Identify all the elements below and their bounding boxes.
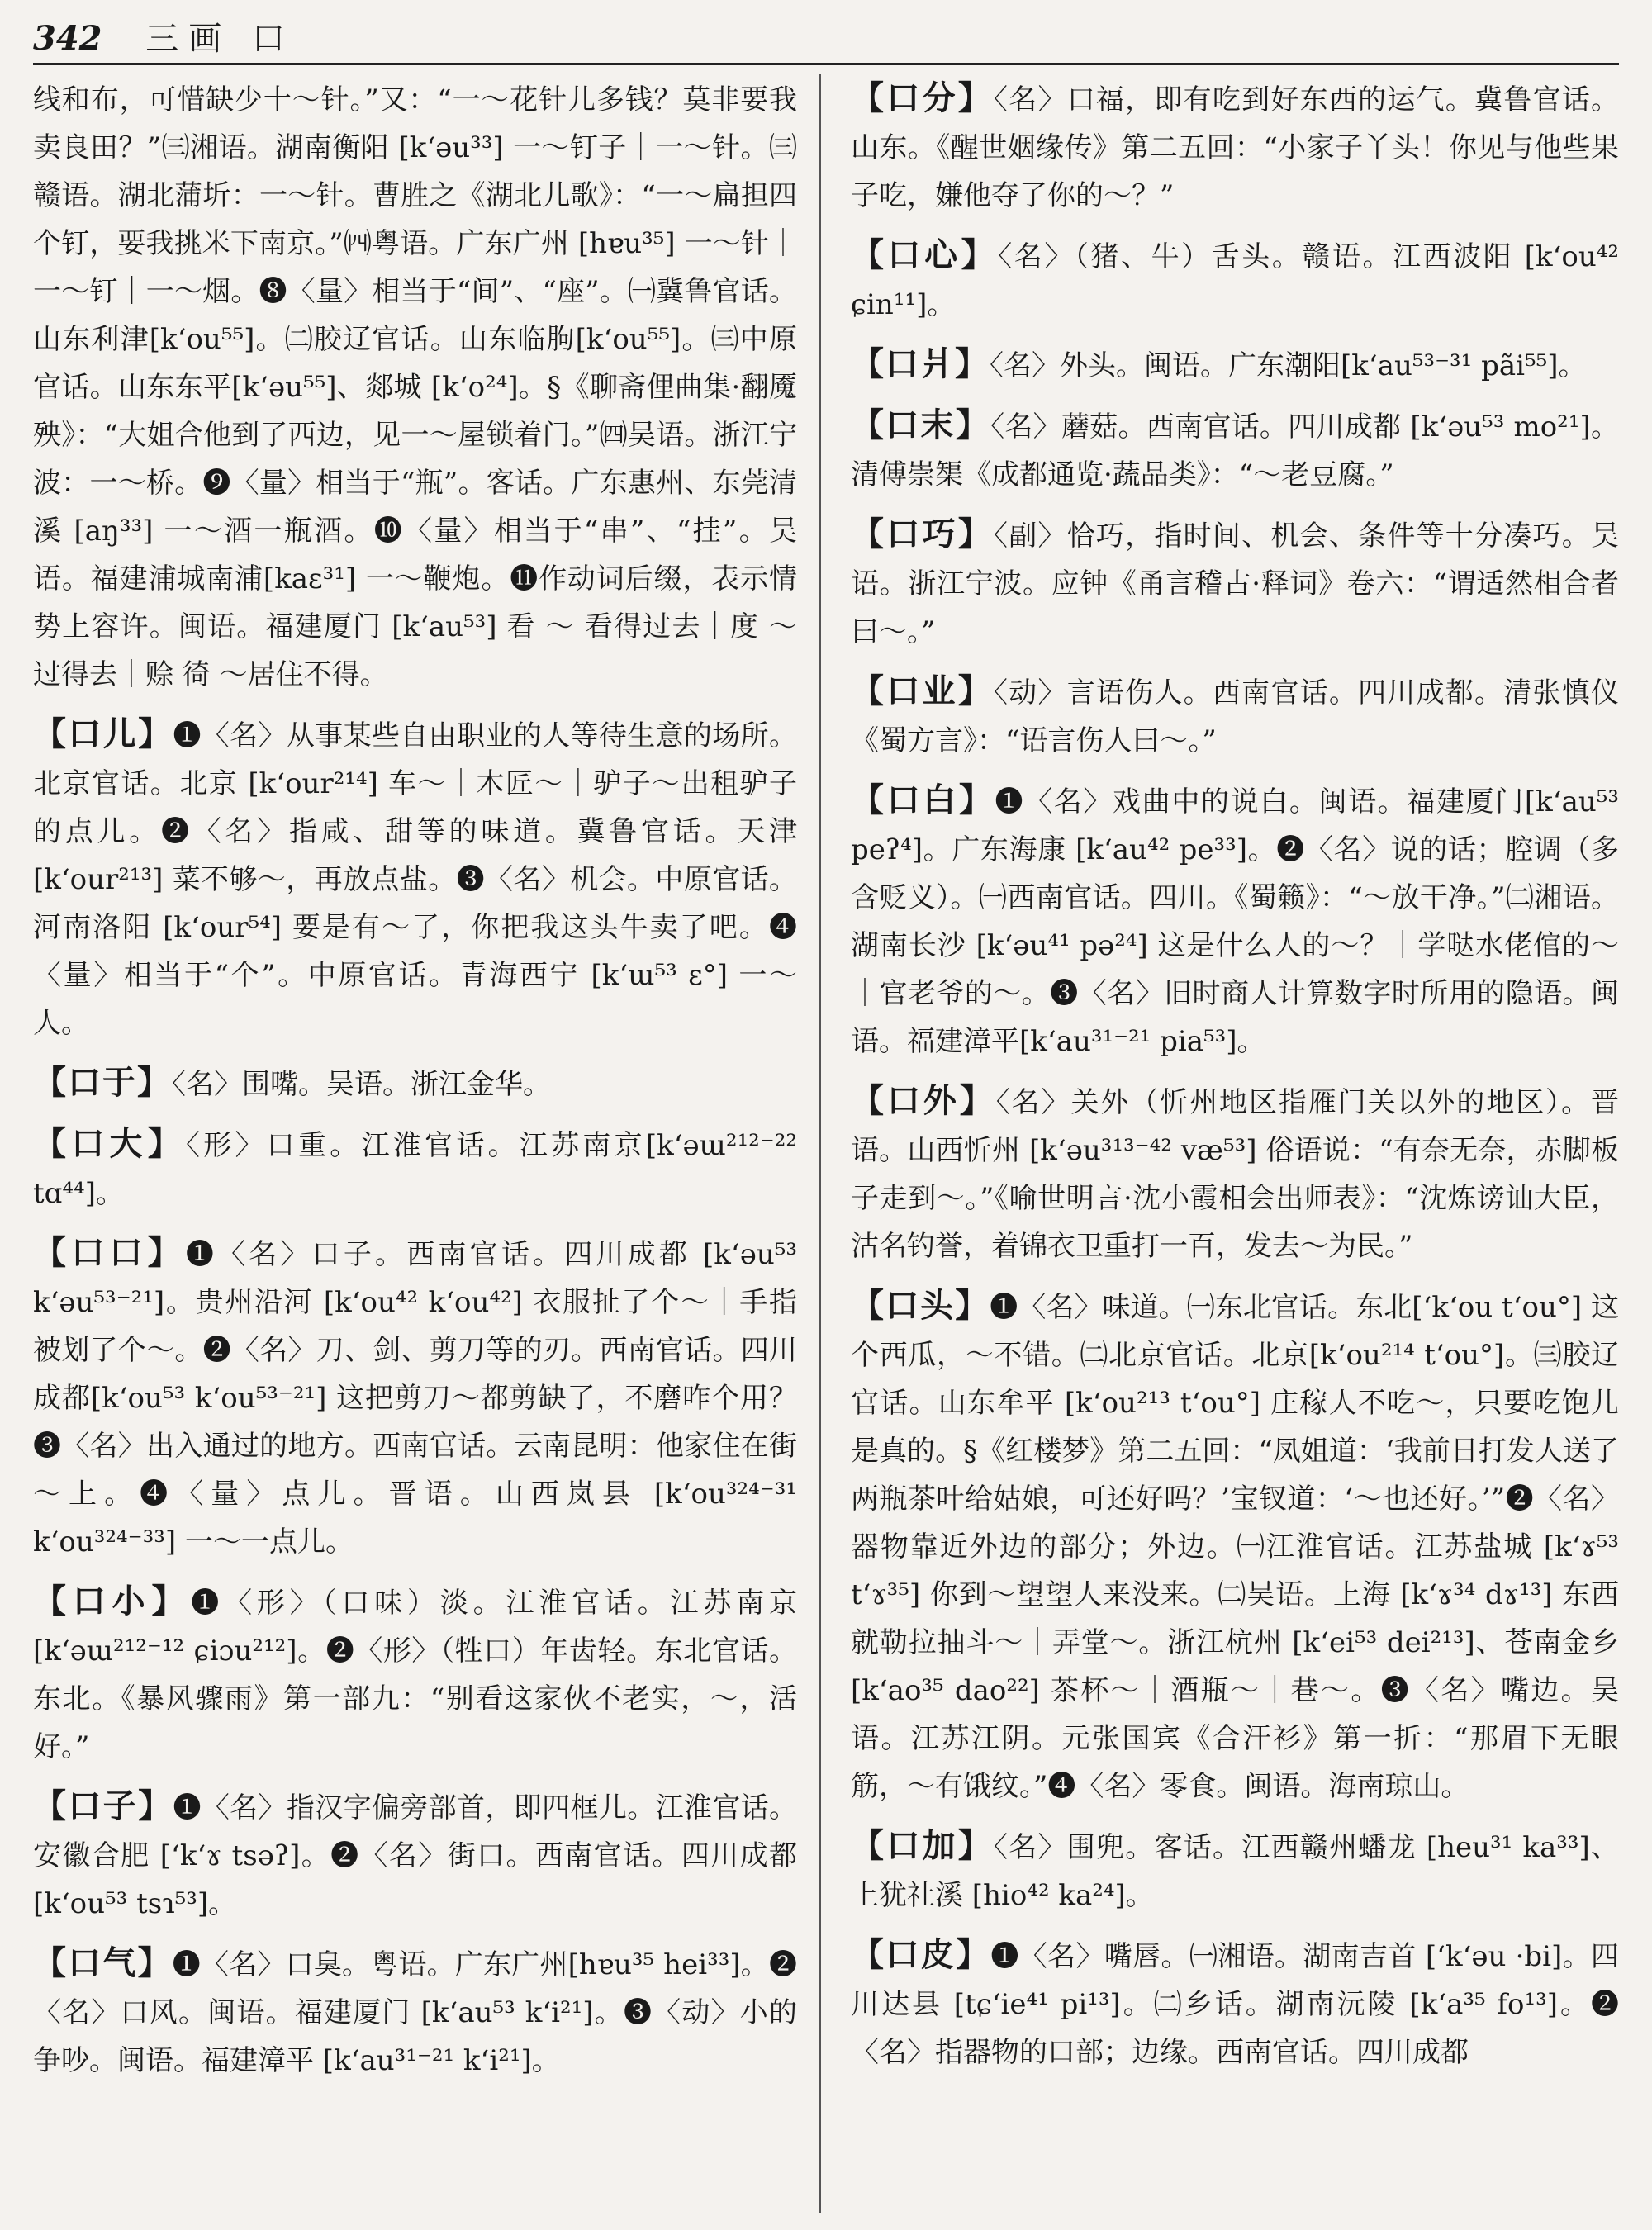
entry-headword: 【口头】 bbox=[851, 1286, 990, 1325]
dictionary-entry bbox=[33, 1229, 797, 1566]
entry-text: ❶〈形〉（口味）淡。江淮官话。江苏南京 [kʻəɯ²¹²⁻¹² ɕiɔu²¹²]。❷〈形〉（牲口）年齿轻。东北官话。东北。《暴风骤雨》第一部九：“别看这家伙不老实，～，活好。” bbox=[33, 1587, 798, 1763]
entry-text: 〈动〉言语伤人。西南官话。四川成都。清张慎仪《蜀方言》：“语言伤人曰～。” bbox=[851, 676, 1620, 757]
dictionary-entry bbox=[851, 1822, 1619, 1919]
page-header bbox=[33, 15, 1619, 65]
page-number: 342 bbox=[33, 19, 102, 58]
dictionary-entry bbox=[33, 1120, 797, 1217]
entry-text: 线和布，可惜缺少十～针。”又：“一～花针儿多钱？莫非要我卖良田？”㈢湘语。湖南衡阳 [kʻəu³³] 一～钉子｜一～针。㈢赣语。湖北蒲圻：一～针。曹胜之《湖北儿歌》：“一～扁担四个钉，要我挑米下南京。”㈣粤语。广东广州 [hɐu³⁵] 一～针｜一～钉｜一～烟。❽〈量〉相当于“间”、“座”。㈠冀鲁官话。山东利津[kʻou⁵⁵]。㈡胶辽官话。山东临朐[kʻou⁵⁵]。㈢中原官话。山东东平[kʻəu⁵⁵]、郯城 [kʻo²⁴]。§《聊斋俚曲集·翻魇殃》：“大姐合他到了西边，见一～屋锁着门。”㈣吴语。浙江宁波：一～桥。❾〈量〉相当于“瓶”。客话。广东惠州、东莞清溪 [aŋ³³] 一～酒一瓶酒。❿〈量〉相当于“串”、“挂”。吴语。福建浦城南浦[kaɛ³¹] 一～鞭炮。⓫作动词后缀，表示情势上容许。闽语。福建厦门 [kʻau⁵³] 看 ～ 看得过去｜度 ～过得去｜赊 徛 ～居住不得。 bbox=[33, 83, 797, 691]
entry-text: 〈形〉口重。江淮官话。江苏南京[kʻəɯ²¹²⁻²² tɑ⁴⁴]。 bbox=[33, 1129, 797, 1210]
dictionary-entry bbox=[851, 1282, 1619, 1810]
entry-text: ❶〈名〉口子。西南官话。四川成都 [kʻəu⁵³ kʻəu⁵³⁻²¹]。贵州沿河 [kʻou⁴² kʻou⁴²] 衣服扯了个～｜手指被划了个～。❷〈名〉刀、剑、剪刀等的刃。西南官话。四川成都[kʻou⁵³ kʻou⁵³⁻²¹] 这把剪刀～都剪缺了，不磨咋个用？❸〈名〉出入通过的地方。西南官话。云南昆明：他家住在街～上。❹〈量〉点儿。晋语。山西岚县 [kʻou³²⁴⁻³¹ kʻou³²⁴⁻³³] 一～一点儿。 bbox=[33, 1238, 797, 1559]
entry-headword: 【口业】 bbox=[851, 671, 994, 710]
entry-headword: 【口白】 bbox=[851, 780, 995, 819]
dictionary-entry bbox=[33, 74, 797, 699]
entry-headword: 【口末】 bbox=[851, 406, 991, 444]
entry-text: ❶〈名〉嘴唇。㈠湘语。湖南吉首 [ʻkʻəu ·bi]。四川达县 [tɕʻie⁴¹ pi¹³]。㈡乡话。湖南沅陵 [kʻa³⁵ fo¹³]。❷〈名〉指器物的口部；边缘。西南官话。四川成都 bbox=[851, 1940, 1619, 2069]
entry-headword: 【口巧】 bbox=[851, 515, 994, 553]
entry-text: 〈名〉（猪、牛）舌头。赣语。江西波阳 [kʻou⁴² ɕin¹¹]。 bbox=[851, 240, 1620, 321]
dictionary-entry bbox=[851, 510, 1619, 656]
right-column bbox=[851, 74, 1619, 2088]
entry-text: 〈名〉外头。闽语。广东潮阳[kʻau⁵³⁻³¹ pãi⁵⁵]。 bbox=[990, 349, 1587, 382]
entry-text: ❶〈名〉指汉字偏旁部首，即四框儿。江淮官话。安徽合肥 [ʻkʻɤ tsəʔ]。❷〈名〉街口。西南官话。四川成都[kʻou⁵³ tsɿ⁵³]。 bbox=[33, 1791, 798, 1920]
dictionary-entry bbox=[33, 1939, 797, 2085]
dictionary-entry bbox=[851, 776, 1619, 1065]
dictionary-entry bbox=[851, 1077, 1619, 1270]
entry-text: 〈名〉关外（忻州地区指雁门关以外的地区）。晋语。山西忻州 [kʻəu³¹³⁻⁴² væ⁵³] 俗语说：“有奈无奈，赤脚板子走到～。”《喻世明言·沈小霞相会出师表》：“沈炼谤讪大臣，沽名钓誉，着锦衣卫重打一百，发去～为民。” bbox=[851, 1086, 1620, 1263]
dictionary-entry bbox=[33, 1578, 797, 1771]
entry-text: 〈名〉口福，即有吃到好东西的运气。冀鲁官话。山东。《醒世姻缘传》第二五回：“小家子丫头！你见与他些果子吃，嫌他夺了你的～？” bbox=[851, 83, 1620, 212]
entry-text: 〈副〉恰巧，指时间、机会、条件等十分凑巧。吴语。浙江宁波。应钟《甬言稽古·释词》卷六：“谓适然相合者曰～。” bbox=[851, 520, 1620, 648]
dictionary-entry bbox=[851, 1931, 1619, 2076]
entry-headword: 【口气】 bbox=[33, 1943, 173, 1982]
dictionary-entry bbox=[33, 1782, 797, 1928]
entry-headword: 【口小】 bbox=[33, 1582, 192, 1620]
dictionary-entry bbox=[851, 231, 1619, 329]
section-title: 三画 口 bbox=[145, 20, 295, 58]
entry-headword: 【口大】 bbox=[33, 1124, 187, 1163]
entry-text: 〈名〉围嘴。吴语。浙江金华。 bbox=[172, 1068, 551, 1101]
entry-headword: 【口口】 bbox=[33, 1233, 186, 1272]
dictionary-entry bbox=[851, 401, 1619, 499]
entry-headword: 【口儿】 bbox=[33, 714, 173, 753]
entry-text: 〈名〉围兜。客话。江西赣州蟠龙 [heu³¹ ka³³]、上犹社溪 [hio⁴² ka²⁴]。 bbox=[851, 1831, 1620, 1912]
column-divider bbox=[819, 74, 821, 2213]
dictionary-entry bbox=[33, 1059, 797, 1108]
entry-headword: 【口子】 bbox=[33, 1786, 173, 1825]
left-column bbox=[33, 74, 797, 2096]
entry-headword: 【口分】 bbox=[851, 78, 994, 117]
entry-text: ❶〈名〉从事某些自由职业的人等待生意的场所。北京官话。北京 [kʻour²¹⁴] 车～｜木匠～｜驴子～出租驴子的点儿。❷〈名〉指咸、甜等的味道。冀鲁官话。天津 [kʻour²¹³] 菜不够～，再放点盐。❸〈名〉机会。中原官话。河南洛阳 [kʻour⁵⁴] 要是有～了，你把我这头牛卖了吧。❹〈量〉相当于“个”。中原官话。青海西宁 [kʻɯ⁵³ ɛ°] 一～人。 bbox=[33, 719, 798, 1040]
entry-headword: 【口心】 bbox=[851, 235, 999, 274]
entry-text: 〈名〉蘑菇。西南官话。四川成都 [kʻəu⁵³ mo²¹]。清傅崇榘《成都通览·蔬品类》：“～老豆腐。” bbox=[851, 410, 1619, 491]
entry-headword: 【口外】 bbox=[851, 1081, 996, 1120]
entry-headword: 【口加】 bbox=[851, 1826, 995, 1865]
entry-headword: 【口皮】 bbox=[851, 1935, 991, 1974]
dictionary-entry bbox=[33, 710, 797, 1047]
entry-text: ❶〈名〉味道。㈠东北官话。东北[ʻkʻou tʻou°] 这个西瓜，～不错。㈡北京官话。北京[kʻou²¹⁴ tʻou°]。㈢胶辽官话。山东牟平 [kʻou²¹³ tʻou°] 庄稼人不吃～，只要吃饱儿是真的。§《红楼梦》第二五回：“凤姐道：‘我前日打发人送了两瓶茶叶给姑娘，可还好吗？’宝钗道：‘～也还好。’”❷〈名〉器物靠近外边的部分；外边。㈠江淮官话。江苏盐城 [kʻɤ⁵³ tʻɤ³⁵] 你到～望望人来没来。㈡吴语。上海 [kʻɤ³⁴ dɤ¹³] 东西就勒拉抽斗～｜弄堂～。浙江杭州 [kʻei⁵³ dei²¹³]、苍南金乡 [kʻao³⁵ dao²²] 茶杯～｜酒瓶～｜巷～。❸〈名〉嘴边。吴语。江苏江阴。元张国宾《合汗衫》第一折：“那眉下无眼筋，～有饿纹。”❹〈名〉零食。闽语。海南琼山。 bbox=[851, 1291, 1619, 1803]
entry-text: ❶〈名〉戏曲中的说白。闽语。福建厦门[kʻau⁵³ peʔ⁴]。广东海康 [kʻau⁴² pe³³]。❷〈名〉说的话；腔调（多含贬义）。㈠西南官话。四川。《蜀籁》：“～放干净。”㈡湘语。湖南长沙 [kʻəu⁴¹ pə²⁴] 这是什么人的～？｜学哒水佬倌的～｜官老爷的～。❸〈名〉旧时商人计算数字时所用的隐语。闽语。福建漳平[kʻau³¹⁻²¹ pia⁵³]。 bbox=[851, 785, 1619, 1058]
dictionary-entry bbox=[851, 74, 1619, 220]
entry-headword: 【口于】 bbox=[33, 1063, 172, 1102]
entry-text: ❶〈名〉口臭。粤语。广东广州[hɐu³⁵ hei³³]。❷〈名〉口风。闽语。福建厦门 [kʻau⁵³ kʻi²¹]。❸〈动〉小的争吵。闽语。福建漳平 [kʻau³¹⁻²¹ kʻi²¹]。 bbox=[33, 1948, 797, 2077]
dictionary-entry bbox=[851, 667, 1619, 765]
dictionary-entry bbox=[851, 340, 1619, 390]
entry-headword: 【口爿】 bbox=[851, 344, 990, 383]
